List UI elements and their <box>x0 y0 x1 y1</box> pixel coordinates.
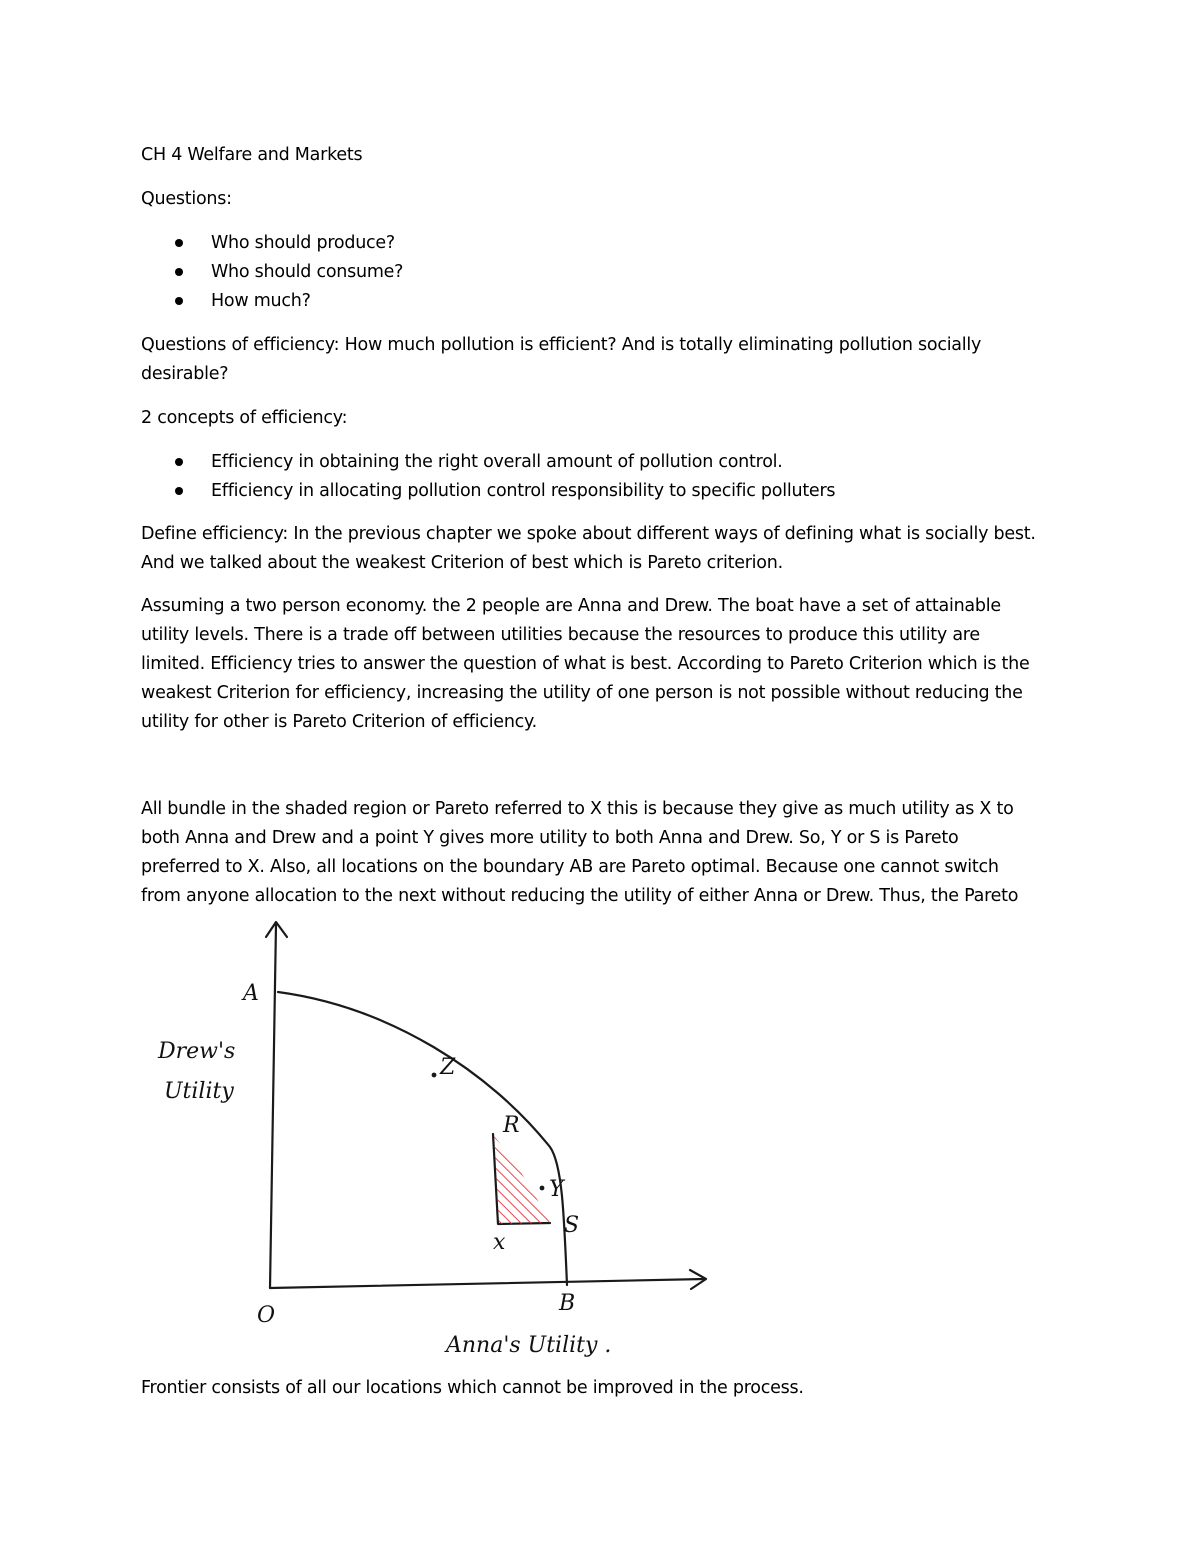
assume-line: weakest Criterion for efficiency, increasing the utility of one person is not possible without reducing the <box>141 683 1023 703</box>
point-x-label: x <box>493 1230 506 1255</box>
list-item: Efficiency in allocating pollution control responsibility to specific polluters <box>141 477 835 506</box>
assume-line: Assuming a two person economy. the 2 people are Anna and Drew. The boat have a set of attainable <box>141 596 1001 616</box>
point-y-label: Y <box>549 1177 564 1202</box>
bundle-line: from anyone allocation to the next without reducing the utility of either Anna or Drew. Thus, the Pareto <box>141 886 1019 906</box>
bullet-icon <box>175 268 183 276</box>
list-item: How much? <box>141 287 403 316</box>
point-b-label: B <box>559 1291 576 1316</box>
x-axis-line <box>270 1279 705 1288</box>
concepts-label: 2 concepts of efficiency: <box>141 408 348 428</box>
assume-line: limited. Efficiency tries to answer the question of what is best. According to Pareto Criterion which is the <box>141 654 1030 674</box>
assume-line: utility for other is Pareto Criterion of efficiency. <box>141 712 537 732</box>
shaded-region <box>494 1136 550 1224</box>
point-z-marker <box>432 1073 437 1078</box>
efficiency-questions-line: desirable? <box>141 364 229 384</box>
document-title: CH 4 Welfare and Markets <box>141 145 363 165</box>
questions-list <box>141 229 403 315</box>
point-z-label: Z <box>440 1055 456 1080</box>
list-item: Who should consume? <box>141 258 403 287</box>
pareto-frontier-figure <box>130 912 730 1382</box>
bundle-line: All bundle in the shaded region or Pareto referred to X this is because they give as much utility as X to <box>141 799 1014 819</box>
y-axis-label: Drew's <box>158 1039 236 1064</box>
list-item: Efficiency in obtaining the right overall amount of pollution control. <box>141 448 835 477</box>
bundle-line: preferred to X. Also, all locations on the boundary AB are Pareto optimal. Because one cannot switch <box>141 857 999 877</box>
point-a-label: A <box>243 981 259 1006</box>
y-axis-label: Utility <box>164 1079 234 1104</box>
pareto-frontier-curve <box>278 992 567 1285</box>
point-s-label: S <box>564 1213 580 1238</box>
define-line: And we talked about the weakest Criterion of best which is Pareto criterion. <box>141 553 783 573</box>
y-axis-line <box>270 924 276 1288</box>
bullet-icon <box>175 458 183 466</box>
x-axis-label: Anna's Utility . <box>446 1333 612 1358</box>
assume-line: utility levels. There is a trade off between utilities because the resources to produce this utility are <box>141 625 980 645</box>
point-r-label: R <box>503 1113 520 1138</box>
pareto-frontier-diagram <box>130 912 730 1382</box>
bullet-icon <box>175 297 183 305</box>
origin-o-label: O <box>257 1303 276 1328</box>
efficiency-questions-line: Questions of efficiency: How much pollution is efficient? And is totally eliminating pollution socially <box>141 335 982 355</box>
questions-label: Questions: <box>141 189 232 209</box>
define-line: Define efficiency: In the previous chapter we spoke about different ways of defining what is socially best. <box>141 524 1036 544</box>
bundle-line: both Anna and Drew and a point Y gives more utility to both Anna and Drew. So, Y or S is Pareto <box>141 828 959 848</box>
list-item: Who should produce? <box>141 229 403 258</box>
concepts-list <box>141 448 835 506</box>
bullet-icon <box>175 239 183 247</box>
point-y-marker <box>540 1186 545 1191</box>
bullet-icon <box>175 487 183 495</box>
frontier-line: Frontier consists of all our locations which cannot be improved in the process. <box>141 1378 804 1398</box>
